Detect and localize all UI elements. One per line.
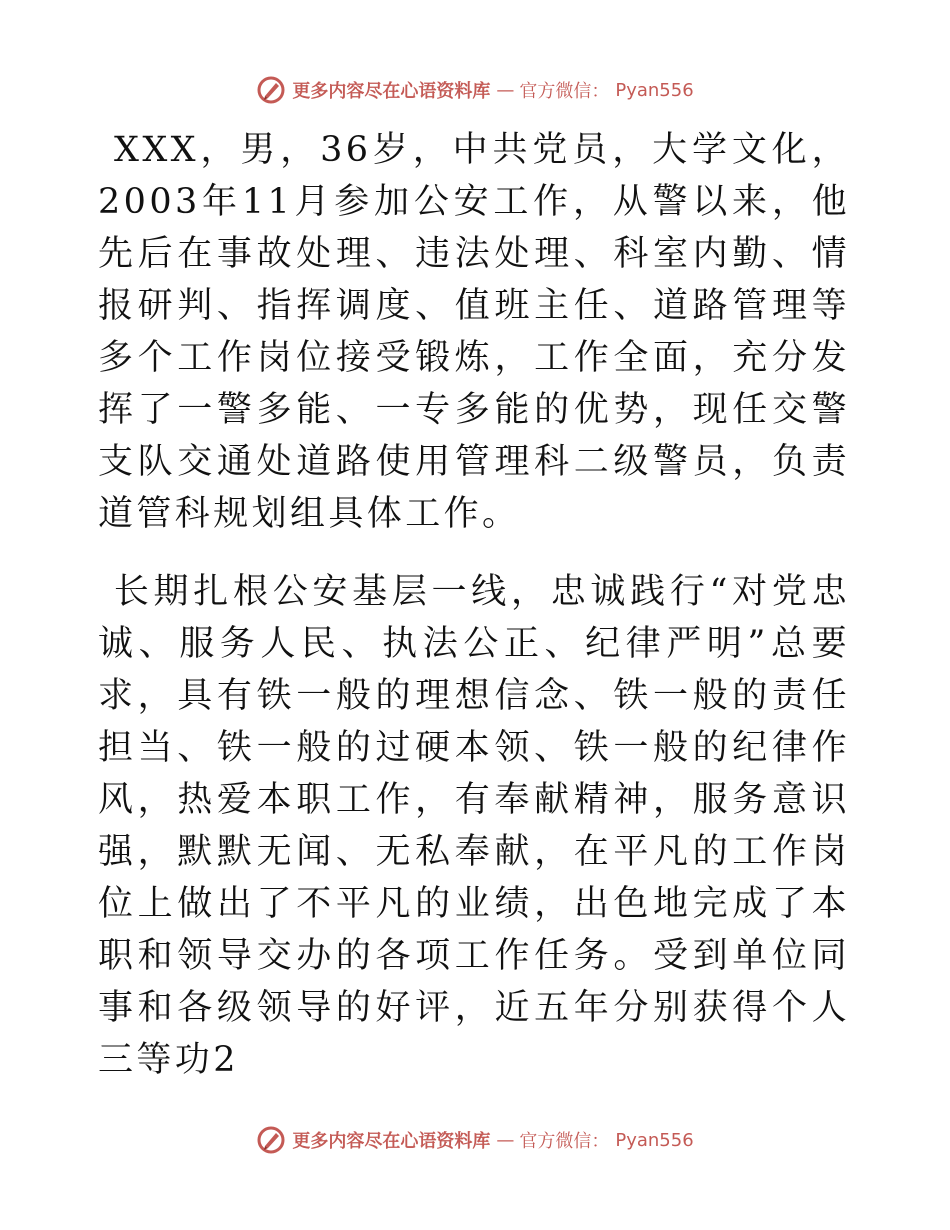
watermark-handle: Pyan556 <box>615 1129 694 1151</box>
pen-logo-icon <box>256 1125 286 1155</box>
watermark-separator: — <box>496 79 514 101</box>
watermark-handle: Pyan556 <box>615 79 694 101</box>
watermark-footer <box>0 1120 950 1160</box>
watermark-label: 官方微信： <box>519 1131 610 1152</box>
paragraph-1: XXX，男，36岁，中共党员，大学文化，2003年11月参加公安工作，从警以来，他先后在事故处理、违法处理、科室内勤、情报研判、指挥调度、值班主任、道路管理等多个工作岗位接受锻炼，工作全面，充分发挥了一警多能、一专多能的优势，现任交警支队交通处道路使用管理科二级警员，负责道管科规划组具体工作。 <box>98 130 850 534</box>
watermark-brand: 更多内容尽在心语资料库 <box>292 81 491 102</box>
watermark-header <box>0 70 950 110</box>
pen-logo-icon <box>256 75 286 105</box>
watermark-separator: — <box>496 1129 514 1151</box>
watermark-label: 官方微信： <box>519 81 610 102</box>
document-body <box>98 124 850 1086</box>
paragraph-2: 长期扎根公安基层一线，忠诚践行“对党忠诚、服务人民、执法公正、纪律严明”总要求，具有铁一般的理想信念、铁一般的责任担当、铁一般的过硬本领、铁一般的纪律作风，热爱本职工作，有奉献精神，服务意识强，默默无闻、无私奉献，在平凡的工作岗位上做出了不平凡的业绩，出色地完成了本职和领导交办的各项工作任务。受到单位同事和各级领导的好评，近五年分别获得个人三等功2 <box>98 572 850 1080</box>
watermark-brand: 更多内容尽在心语资料库 <box>292 1131 491 1152</box>
